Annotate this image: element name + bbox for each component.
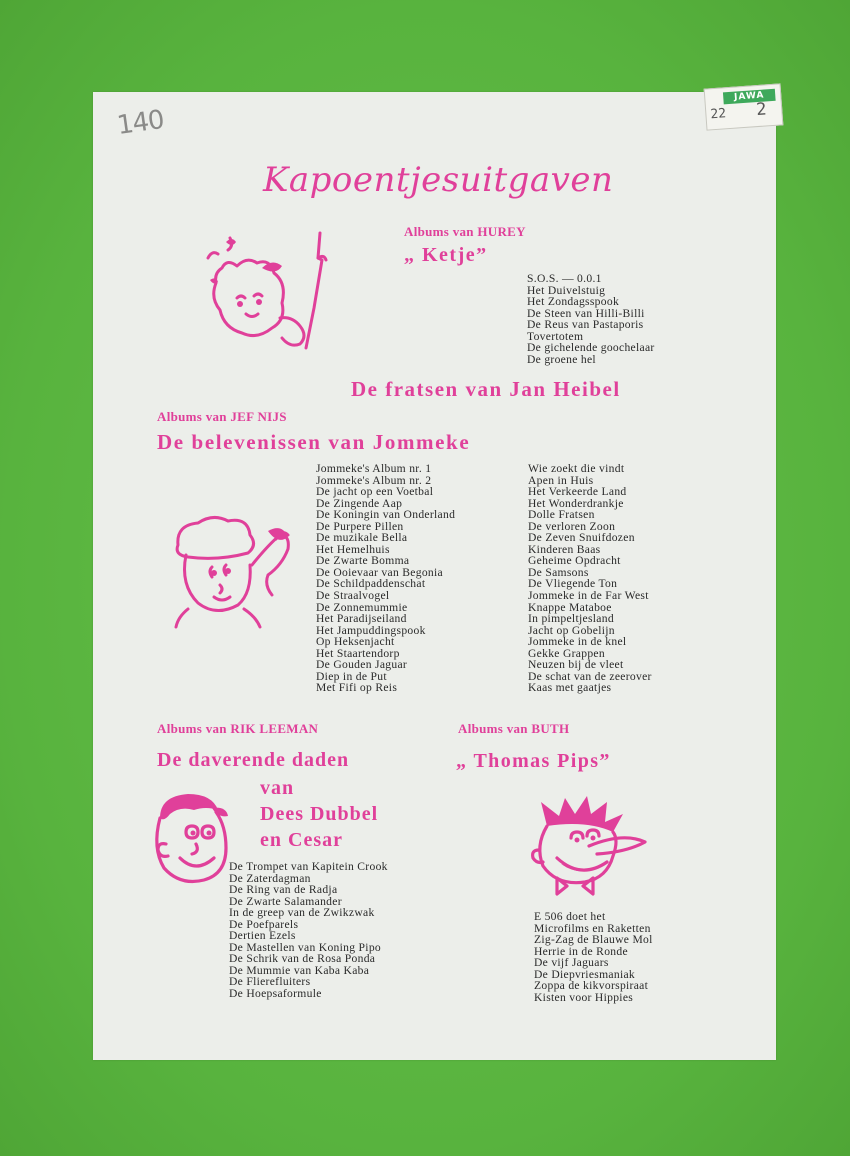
dees-dubbel-title-line1: De daverende daden xyxy=(157,749,350,771)
list-item: De jacht op een Voetbal xyxy=(316,485,434,499)
list-item: De Mummie van Kaba Kaba xyxy=(229,963,370,977)
list-item: Jacht op Gobelijn xyxy=(528,623,615,637)
list-item: Jommeke in de knel xyxy=(528,635,627,649)
list-item: De Flierefluiters xyxy=(229,975,311,989)
dees-dubbel-title-line2: van xyxy=(260,777,295,799)
list-item: Het Wonderdrankje xyxy=(528,496,624,510)
thomas-pips-header: Albums van BUTH xyxy=(458,721,570,736)
list-item: Jommeke's Album nr. 2 xyxy=(316,473,432,487)
list-item: De Trompet van Kapitein Crook xyxy=(229,860,388,873)
list-item: Knappe Mataboe xyxy=(528,600,612,614)
list-item: Kisten voor Hippies xyxy=(534,990,634,1004)
list-item: Kaas met gaatjes xyxy=(528,681,612,695)
list-item: De Schrik van de Rosa Ponda xyxy=(229,952,376,966)
price-label-number-right: 2 xyxy=(755,99,768,121)
list-item: De Purpere Pillen xyxy=(316,519,404,533)
list-item: Microfilms en Raketten xyxy=(534,921,651,935)
list-item: De Zwarte Salamander xyxy=(229,894,342,908)
dees-dubbel-header: Albums van RIK LEEMAN xyxy=(157,721,319,736)
list-item: Jommeke in de Far West xyxy=(528,589,649,603)
list-item: De Samsons xyxy=(528,565,589,579)
list-item: De Reus van Pastaporis xyxy=(527,318,644,332)
list-item: Het Hemelhuis xyxy=(316,542,390,556)
list-item: De Zeven Snuifdozen xyxy=(528,531,635,545)
price-label xyxy=(704,83,784,130)
list-item: De Mastellen van Koning Pipo xyxy=(229,940,382,954)
dees-dubbel-title-line4: en Cesar xyxy=(260,829,343,851)
list-item: S.O.S. — 0.0.1 xyxy=(527,272,602,285)
list-item: De Zaterdagman xyxy=(229,871,311,885)
ketje-header: Albums van HUREY xyxy=(404,224,526,239)
ketje-title: „ Ketje” xyxy=(404,244,488,266)
list-item: Het Jampuddingspook xyxy=(316,623,426,637)
dees-dubbel-album-list xyxy=(229,861,388,1000)
jan-heibel-title: De fratsen van Jan Heibel xyxy=(351,377,621,401)
jommeke-title: De belevenissen van Jommeke xyxy=(157,430,471,454)
list-item: Met Fifi op Reis xyxy=(316,681,398,695)
list-item: Het Duivelstuig xyxy=(527,283,606,297)
ketje-character-illustration xyxy=(202,228,332,353)
list-item: De Straalvogel xyxy=(316,589,390,603)
list-item: De verloren Zoon xyxy=(528,519,616,533)
list-item: De Steen van Hilli-Billi xyxy=(527,306,645,320)
list-item: Dolle Fratsen xyxy=(528,508,595,522)
list-item: De Gouden Jaguar xyxy=(316,658,408,672)
list-item: De Vliegende Ton xyxy=(528,577,618,591)
list-item: Op Heksenjacht xyxy=(316,635,395,649)
list-item: Tovertotem xyxy=(527,329,584,343)
thomas-pips-title: „ Thomas Pips” xyxy=(456,750,611,772)
jommeke-header: Albums van JEF NIJS xyxy=(157,409,287,424)
list-item: Het Zondagsspook xyxy=(527,295,620,309)
list-item: Neuzen bij de vleet xyxy=(528,658,624,672)
price-label-brand: JAWA xyxy=(723,89,776,105)
list-item: In pimpeltjesland xyxy=(528,612,614,626)
list-item: Dertien Ezels xyxy=(229,929,296,943)
list-item: Zoppa de kikvorspiraat xyxy=(534,979,649,993)
list-item: De Zingende Aap xyxy=(316,496,403,510)
list-item: Het Staartendorp xyxy=(316,646,400,660)
list-item: Jommeke's Album nr. 1 xyxy=(316,462,432,475)
price-label-number-left: 22 xyxy=(709,106,727,123)
thomas-pips-album-list xyxy=(534,911,653,1003)
list-item: De muzikale Bella xyxy=(316,531,408,545)
list-item: Diep in de Put xyxy=(316,669,387,683)
list-item: De schat van de zeerover xyxy=(528,669,652,683)
list-item: De Poefparels xyxy=(229,917,299,931)
list-item: De Diepvriesmaniak xyxy=(534,967,636,981)
handwritten-number: 140 xyxy=(115,104,166,142)
list-item: Wie zoekt die vindt xyxy=(528,462,625,475)
list-item: De Koningin van Onderland xyxy=(316,508,456,522)
list-item: Het Paradijseiland xyxy=(316,612,407,626)
list-item: De Ring van de Radja xyxy=(229,883,338,897)
dees-dubbel-title-line3: Dees Dubbel xyxy=(260,803,379,825)
list-item: In de greep van de Zwikzwak xyxy=(229,906,375,920)
page-title: Kapoentjesuitgaven xyxy=(263,160,614,200)
list-item: De groene hel xyxy=(527,352,596,366)
list-item: De Zonnemummie xyxy=(316,600,408,614)
list-item: Herrie in de Ronde xyxy=(534,944,628,958)
list-item: Gekke Grappen xyxy=(528,646,605,660)
list-item: De vijf Jaguars xyxy=(534,956,609,970)
jommeke-album-list-left xyxy=(316,463,455,694)
list-item: De Schildpaddenschat xyxy=(316,577,426,591)
thomas-pips-character-illustration xyxy=(527,796,657,896)
list-item: Het Verkeerde Land xyxy=(528,485,627,499)
list-item: De Ooievaar van Begonia xyxy=(316,565,443,579)
list-item: De gichelende goochelaar xyxy=(527,341,655,355)
list-item: Kinderen Baas xyxy=(528,542,601,556)
list-item: De Zwarte Bomma xyxy=(316,554,410,568)
list-item: Zig-Zag de Blauwe Mol xyxy=(534,933,653,947)
jommeke-album-list-right xyxy=(528,463,652,694)
list-item: Apen in Huis xyxy=(528,473,594,487)
list-item: E 506 doet het xyxy=(534,910,606,923)
list-item: Geheime Opdracht xyxy=(528,554,621,568)
jommeke-character-illustration xyxy=(168,505,298,630)
list-item: De Hoepsaformule xyxy=(229,987,322,1001)
ketje-album-list xyxy=(527,273,655,365)
